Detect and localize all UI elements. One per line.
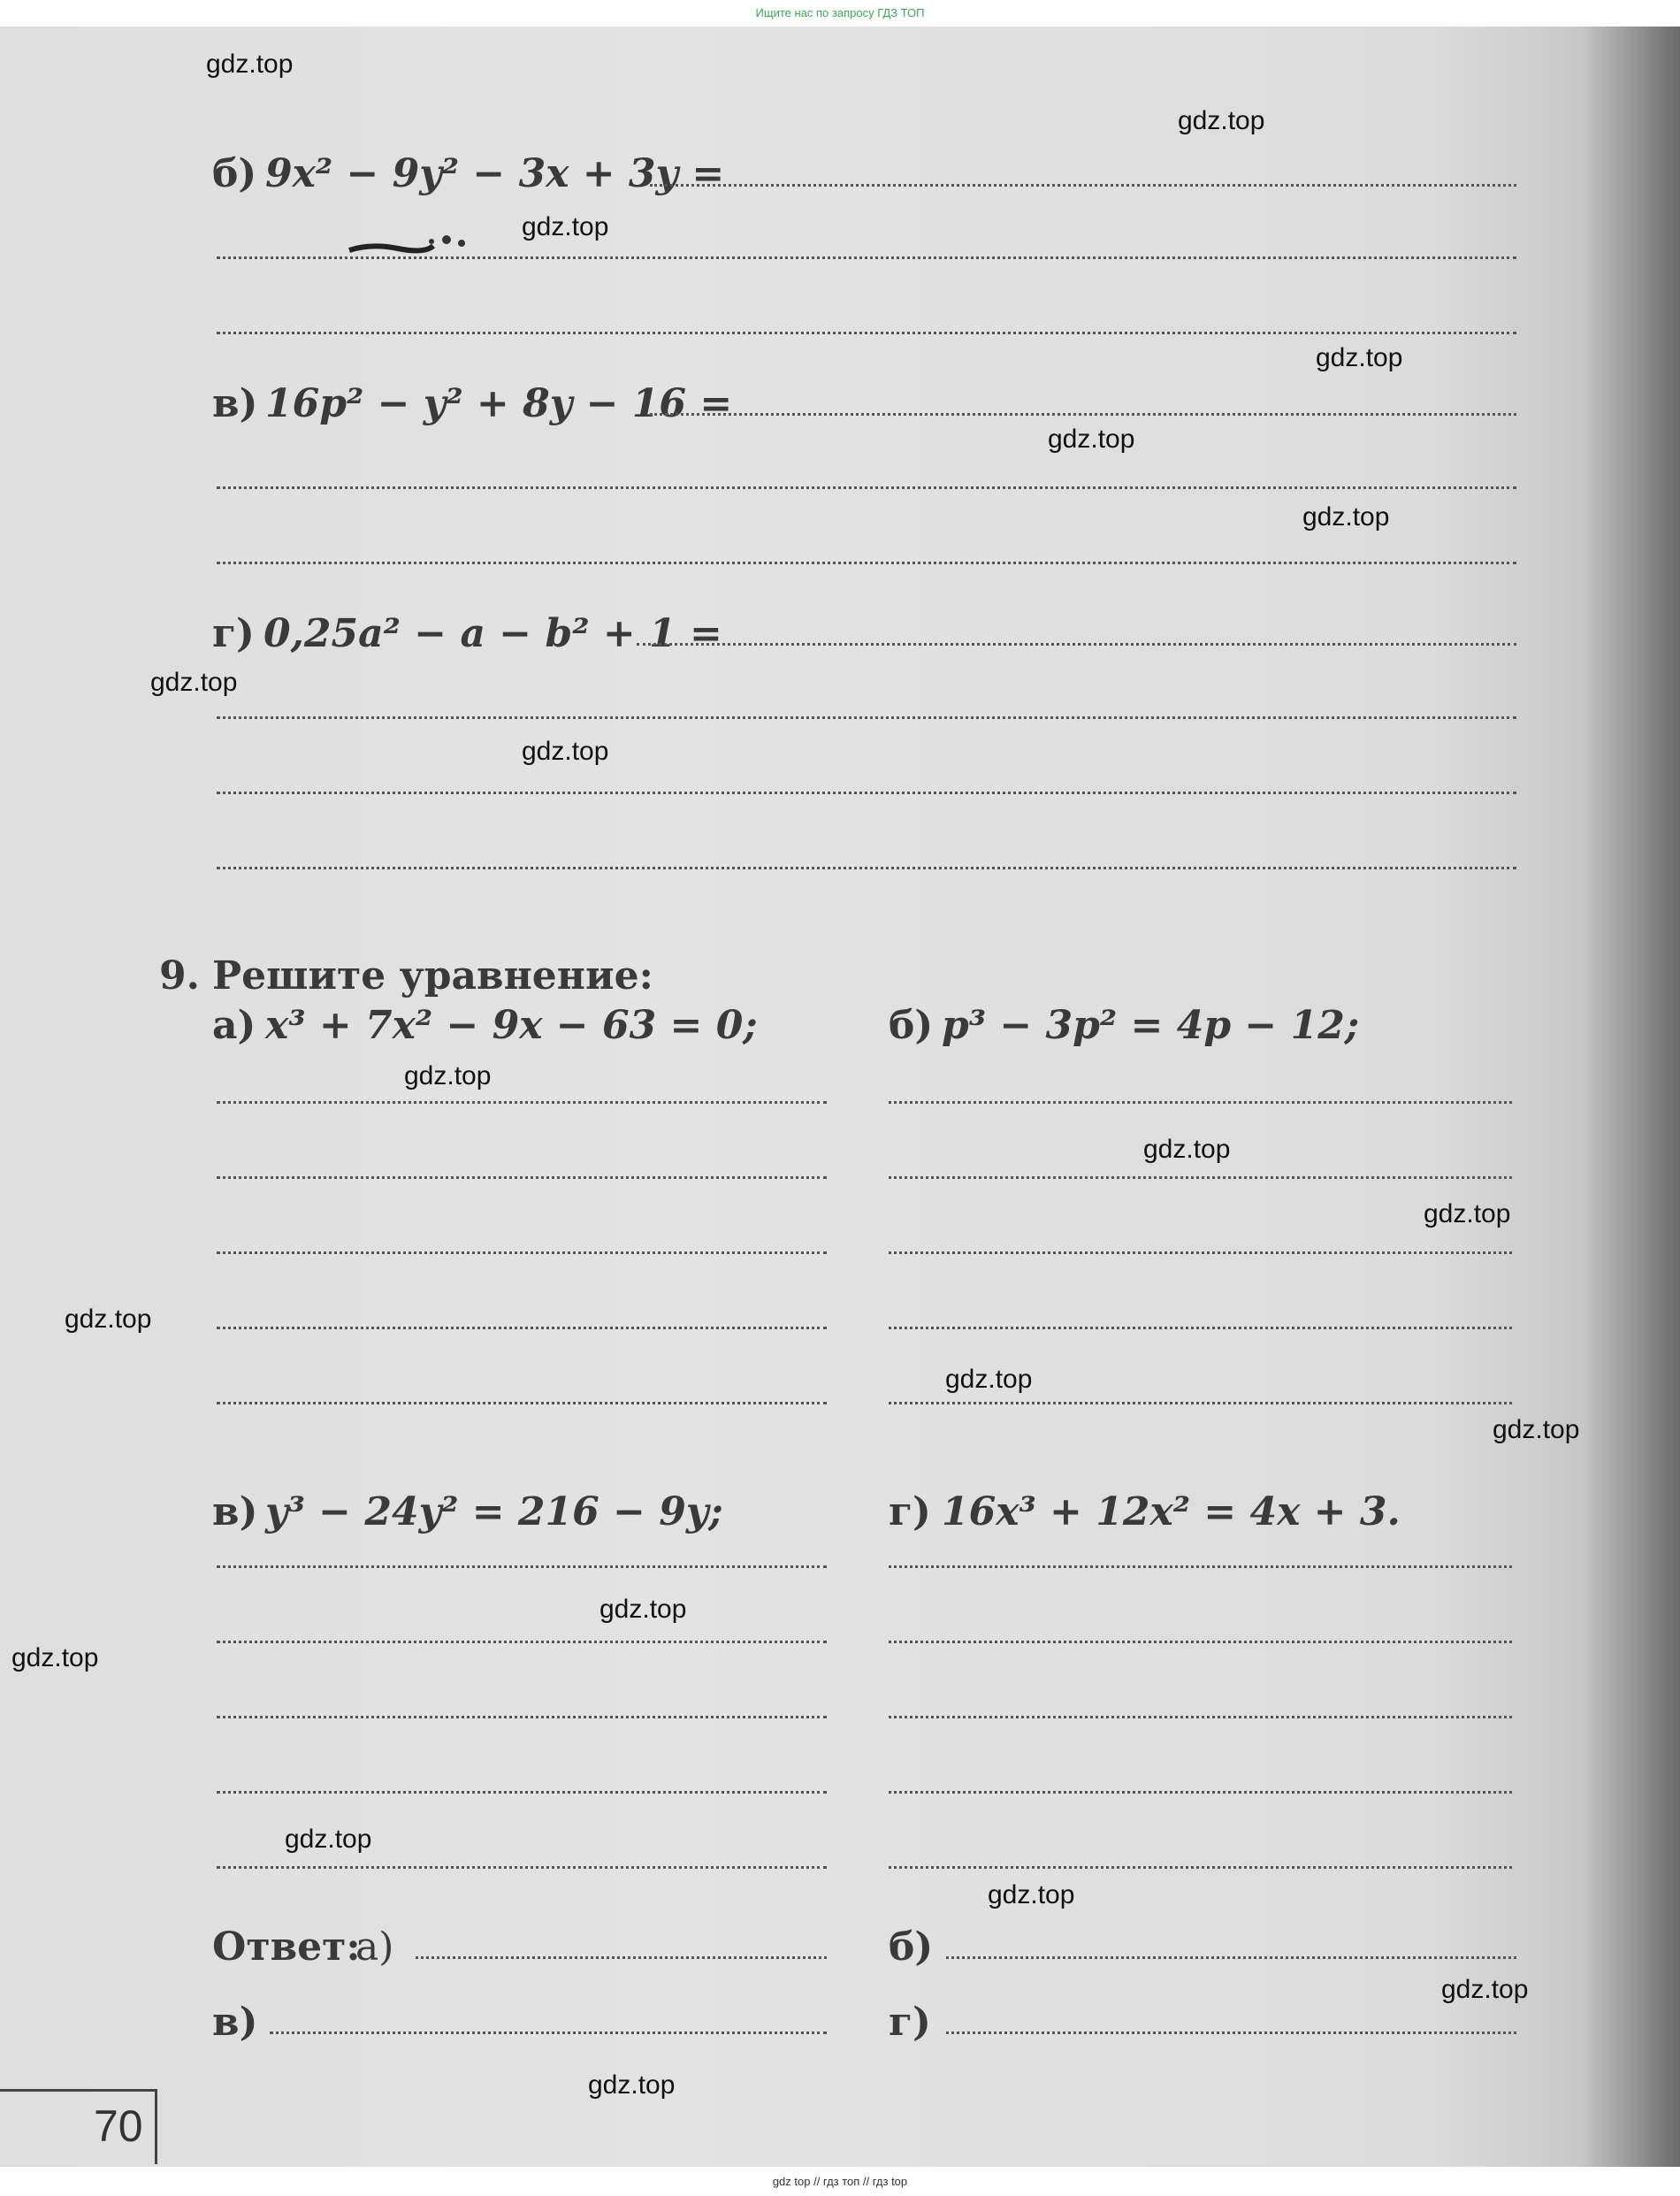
task-9b-expression: p³ − 3p² = 4p − 12;: [942, 1003, 1360, 1048]
task-9a-expression: x³ + 7x² − 9x − 63 = 0;: [265, 1003, 758, 1048]
answer-label: Ответ:: [212, 1924, 361, 1970]
answer-line[interactable]: [217, 1101, 827, 1104]
page-number-box: [0, 2089, 157, 2164]
answer-line[interactable]: [217, 1641, 827, 1643]
item-b-label: б): [212, 151, 257, 196]
watermark: gdz.top: [285, 1825, 372, 1854]
answer-line[interactable]: [217, 486, 1516, 489]
answer-v-line[interactable]: [270, 2031, 827, 2034]
answer-line[interactable]: [217, 1327, 827, 1329]
answer-g-label: г): [889, 2000, 931, 2045]
answer-line[interactable]: [889, 1641, 1512, 1643]
task-9v-expression: y³ − 24y² = 216 − 9y;: [265, 1489, 723, 1534]
watermark: gdz.top: [945, 1365, 1033, 1394]
answer-line[interactable]: [217, 1565, 827, 1568]
answer-line[interactable]: [637, 643, 1516, 646]
workbook-page: [0, 27, 1680, 2167]
answer-line[interactable]: [217, 332, 1516, 334]
watermark: gdz.top: [1143, 1135, 1231, 1164]
answer-line[interactable]: [217, 256, 1516, 259]
answer-line[interactable]: [217, 1176, 827, 1179]
answer-a-label: а): [355, 1924, 394, 1970]
answer-line[interactable]: [889, 1565, 1512, 1568]
answer-v-label: в): [212, 2000, 258, 2045]
watermark: gdz.top: [150, 668, 238, 697]
answer-line[interactable]: [217, 1866, 827, 1869]
item-g-expression: 0,25a² − a − b² + 1 =: [263, 611, 722, 656]
answer-line[interactable]: [217, 716, 1516, 719]
page-number: 70: [94, 2101, 143, 2151]
watermark: gdz.top: [1048, 425, 1135, 454]
bottom-banner: gdz top // гдз топ // гдз top: [0, 2167, 1680, 2196]
watermark: gdz.top: [206, 50, 294, 79]
item-g-label: г): [212, 611, 255, 656]
task-9g-expression: 16x³ + 12x² = 4x + 3.: [942, 1489, 1401, 1534]
answer-line[interactable]: [217, 1402, 827, 1404]
task-9b-label: б): [889, 1003, 934, 1048]
answer-line[interactable]: [217, 1251, 827, 1254]
task-9v-label: в): [212, 1489, 258, 1534]
watermark: gdz.top: [522, 212, 609, 241]
answer-g-line[interactable]: [946, 2031, 1516, 2034]
watermark: gdz.top: [11, 1643, 99, 1672]
answer-line[interactable]: [217, 867, 1516, 869]
answer-line[interactable]: [889, 1327, 1512, 1329]
ink-smudge-icon: [345, 233, 477, 259]
answer-b-line[interactable]: [946, 1956, 1516, 1959]
answer-line[interactable]: [217, 792, 1516, 794]
watermark: gdz.top: [1302, 502, 1390, 532]
watermark: gdz.top: [988, 1880, 1075, 1909]
watermark: gdz.top: [522, 737, 609, 766]
answer-line[interactable]: [889, 1716, 1512, 1718]
task-9g-label: г): [889, 1489, 931, 1534]
item-v-label: в): [212, 381, 258, 426]
item-b-expression: 9x² − 9y² − 3x + 3y =: [265, 151, 725, 196]
answer-line[interactable]: [889, 1791, 1512, 1794]
watermark: gdz.top: [588, 2070, 676, 2100]
watermark: gdz.top: [1316, 343, 1403, 372]
top-banner: Ищите нас по запросу ГДЗ ТОП: [0, 0, 1680, 27]
answer-line[interactable]: [217, 1716, 827, 1718]
answer-a-line[interactable]: [416, 1956, 827, 1959]
task-9a-label: а): [212, 1003, 256, 1048]
answer-line[interactable]: [889, 1101, 1512, 1104]
answer-line[interactable]: [889, 1866, 1512, 1869]
answer-b-label: б): [889, 1924, 934, 1970]
answer-line[interactable]: [889, 1176, 1512, 1179]
answer-line[interactable]: [650, 413, 1516, 416]
answer-line[interactable]: [889, 1251, 1512, 1254]
task-9-title: Решите уравнение:: [212, 953, 653, 999]
watermark: gdz.top: [1178, 106, 1265, 135]
answer-line[interactable]: [650, 184, 1516, 187]
item-v-expression: 16p² − y² + 8y − 16 =: [265, 381, 733, 426]
watermark: gdz.top: [599, 1595, 687, 1624]
watermark: gdz.top: [404, 1061, 492, 1090]
watermark: gdz.top: [1424, 1199, 1511, 1228]
answer-line[interactable]: [217, 562, 1516, 564]
watermark: gdz.top: [1441, 1975, 1529, 2004]
answer-line[interactable]: [217, 1791, 827, 1794]
watermark: gdz.top: [1493, 1415, 1580, 1444]
task-9-number: 9.: [159, 953, 200, 999]
watermark: gdz.top: [65, 1305, 152, 1334]
answer-line[interactable]: [889, 1402, 1512, 1404]
